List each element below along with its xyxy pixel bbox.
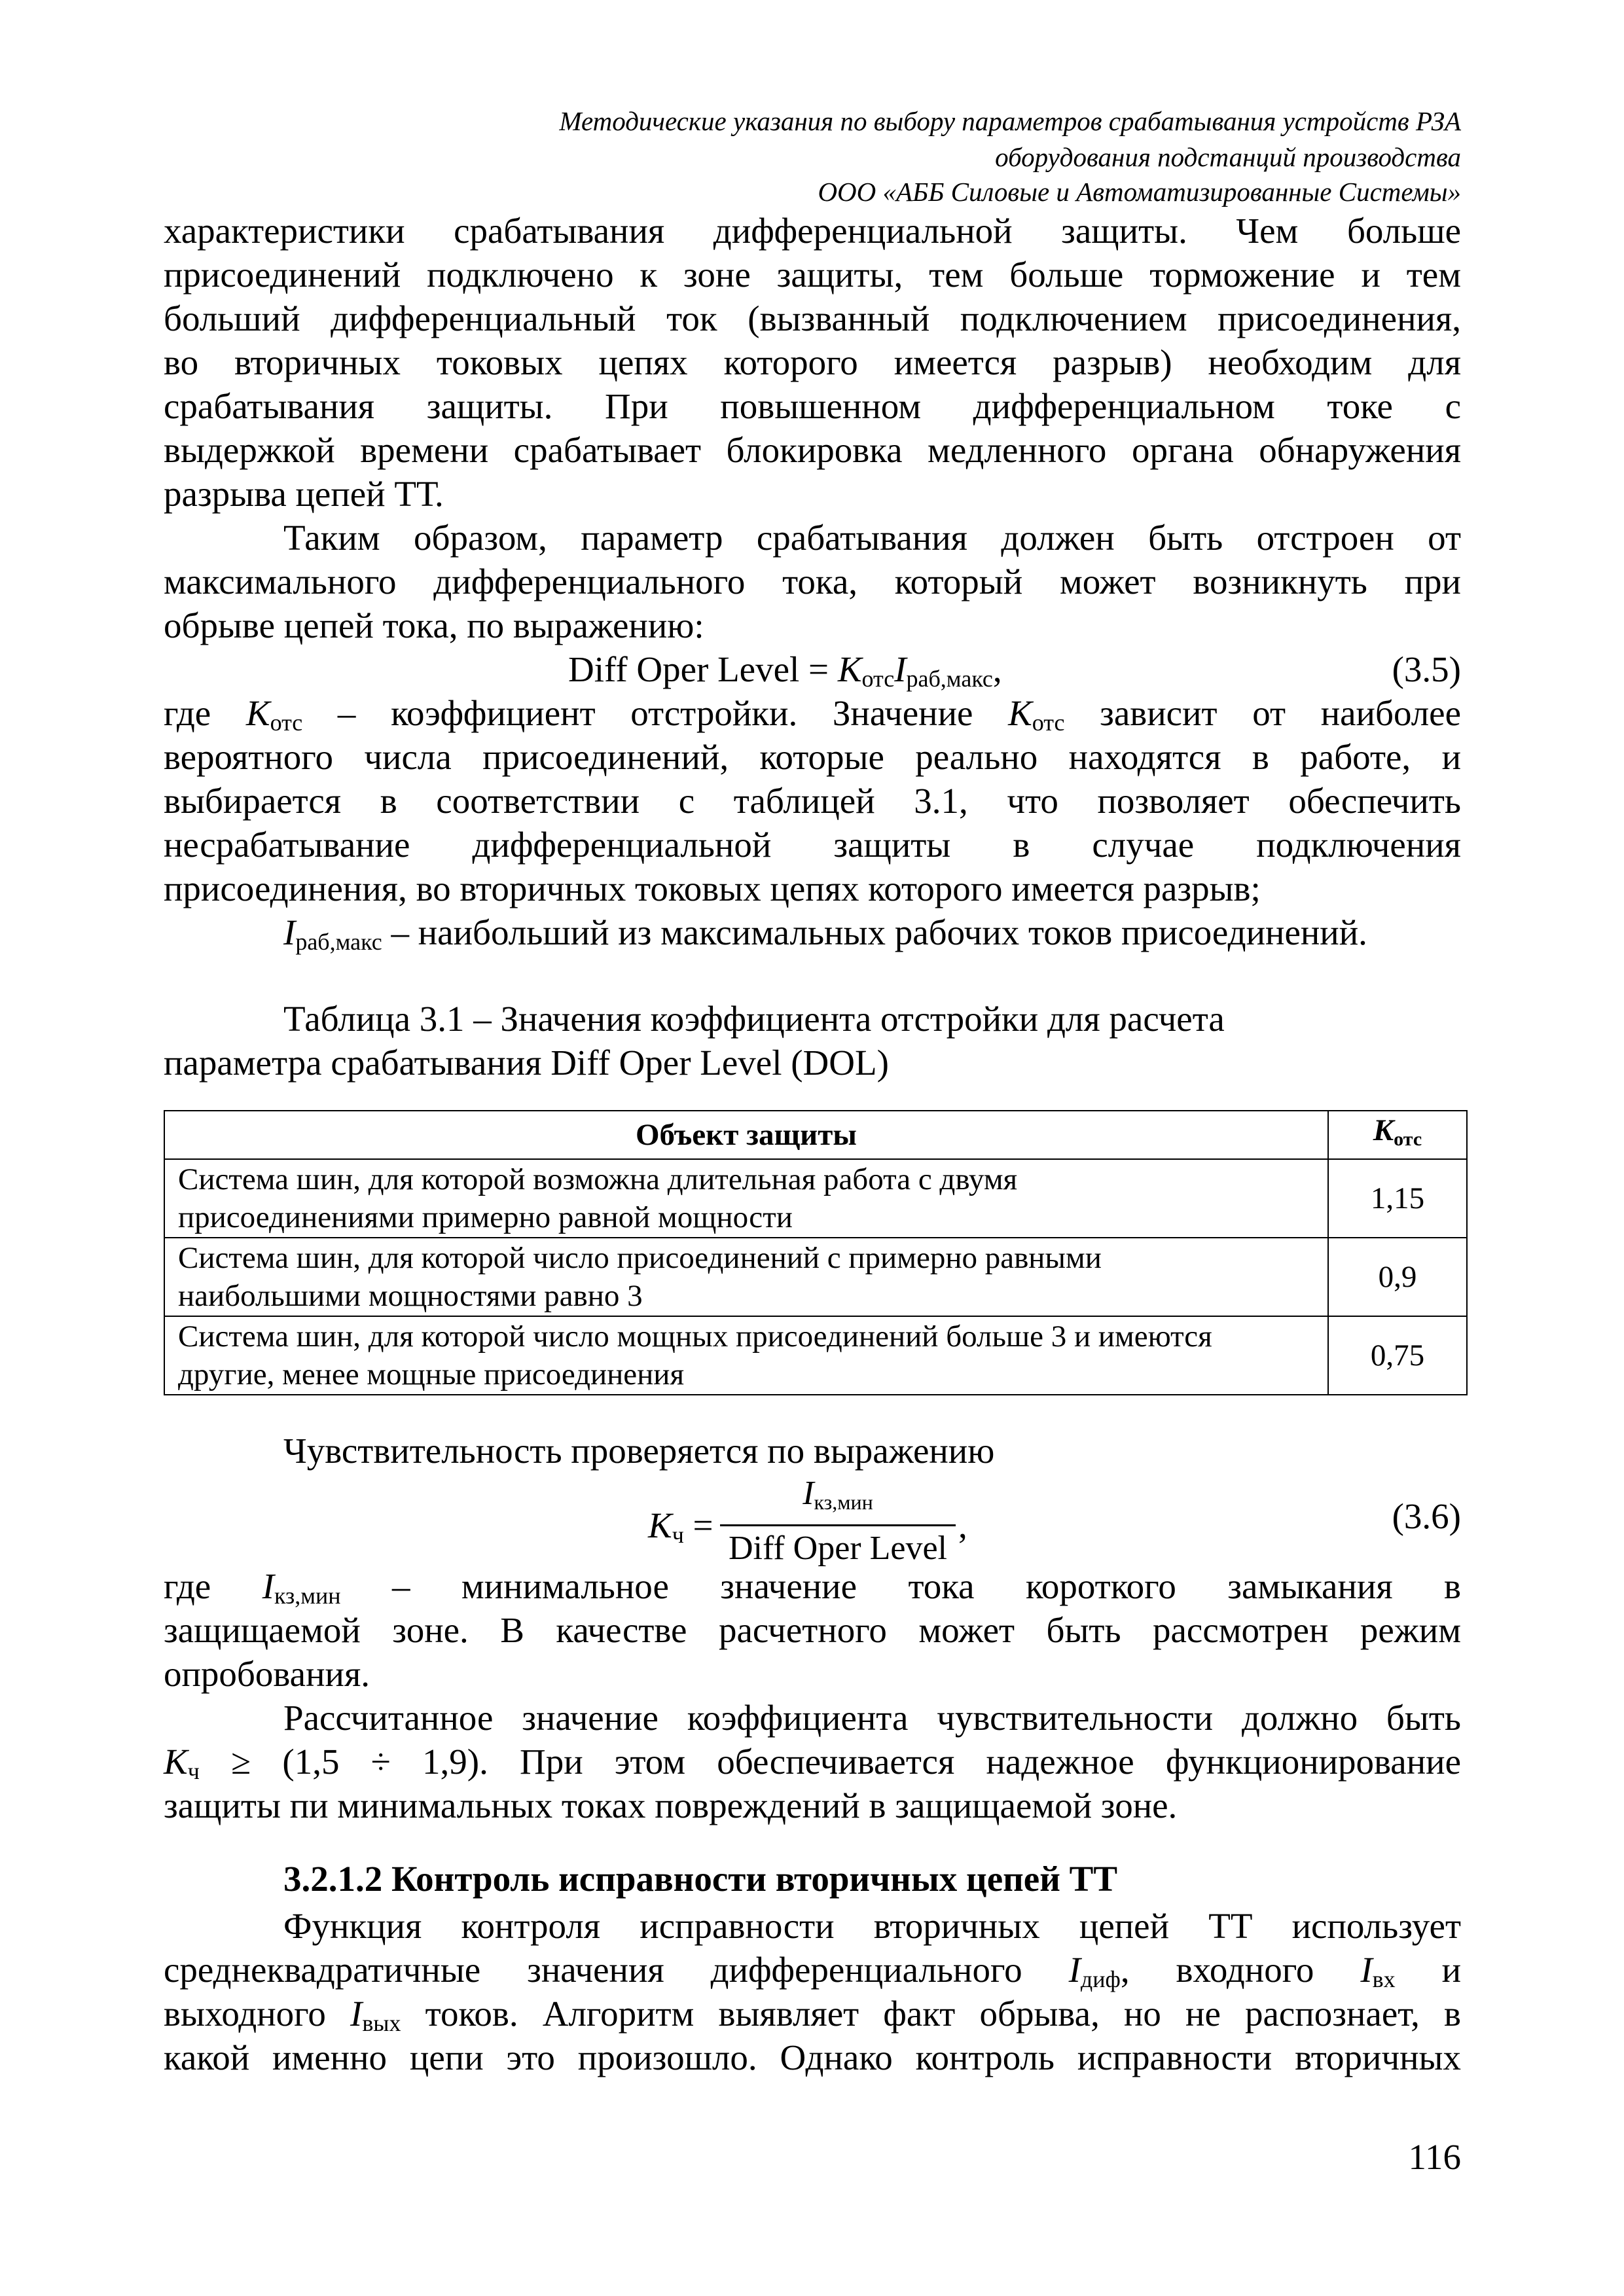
paragraph-line: присоединений подключено к зоне защиты, тем больше торможение и тем — [164, 255, 1461, 295]
fraction-numerator: $I_{кз,мин}$ — [803, 1475, 873, 1514]
definition-line: выбирается в соответствии с таблицей 3.1, что позволяет обеспечить — [164, 781, 1461, 821]
running-header-line1: Методические указания по выбору параметров срабатывания устройств РЗА — [559, 106, 1461, 136]
definition-line: где $I_{кз,мин}$ – минимальное значение тока короткого замыкания в — [164, 1566, 1462, 1609]
paragraph-line: Таким образом, параметр срабатывания должен быть отстроен от — [283, 518, 1461, 558]
fraction-denominator: Diff Oper Level — [728, 1530, 947, 1567]
page-number: 116 — [1408, 2137, 1461, 2177]
table-row — [164, 1316, 1467, 1395]
definition-line: защищаемой зоне. В качестве расчетного может быть рассмотрен режим — [164, 1610, 1461, 1650]
table-caption-line1: Таблица 3.1 – Значения коэффициента отстройки для расчета — [283, 999, 1225, 1039]
paragraph-line: выдержкой времени срабатывает блокировка медленного органа обнаружения — [164, 430, 1461, 470]
table-cell-object: Система шин, для которой число присоединений с примерно равными наибольшими мощностями равно 3 — [164, 1238, 1328, 1316]
definition-line: опробования. — [164, 1654, 370, 1694]
equation-3-6-tail: , — [958, 1505, 967, 1545]
paragraph-line: Функция контроля исправности вторичных цепей ТТ использует — [283, 1906, 1461, 1946]
section-heading: 3.2.1.2 Контроль исправности вторичных цепей ТТ — [283, 1859, 1118, 1899]
paragraph-line: обрыве цепей тока, по выражению: — [164, 605, 704, 645]
running-header-line2: оборудования подстанций производства — [995, 142, 1461, 172]
equation-3-6-number-row — [164, 1495, 1461, 1538]
table-header-object: Объект защиты — [164, 1111, 1328, 1159]
paragraph-line: $K_ч \ge (1,5 \div 1,9)$. При этом обеспечивается надежное функционирование — [164, 1742, 1461, 1784]
table-caption-line2: параметра срабатывания Diff Oper Level (DOL) — [164, 1043, 889, 1083]
table-header-row — [164, 1111, 1467, 1159]
paragraph-line: срабатывания защиты. При повышенном дифференциальном токе с — [164, 386, 1461, 426]
table-cell-k: 0,75 — [1328, 1316, 1467, 1395]
table-cell-k: 0,9 — [1328, 1238, 1467, 1316]
definition-line: несрабатывание дифференциальной защиты в случае подключения — [164, 825, 1461, 865]
paragraph-line: характеристики срабатывания дифференциальной защиты. Чем больше — [164, 211, 1461, 251]
paragraph-line: максимального дифференциального тока, который может возникнуть при — [164, 562, 1461, 601]
table-row — [164, 1159, 1467, 1238]
table-header-k: $K_{отс}$ — [1328, 1111, 1467, 1159]
paragraph-line: больший дифференциальный ток (вызванный подключением присоединения, — [164, 298, 1461, 338]
running-header-line3: ООО «АББ Силовые и Автоматизированные Системы» — [818, 177, 1461, 207]
paragraph-line: разрыва цепей ТТ. — [164, 474, 444, 514]
paragraph-line: какой именно цепи это произошло. Однако контроль исправности вторичных — [164, 2037, 1461, 2077]
table-cell-k: 1,15 — [1328, 1159, 1467, 1238]
definition-line: $I_{раб,макс}$ – наибольший из максимальных рабочих токов присоединений. — [283, 912, 1367, 955]
coefficient-table — [164, 1110, 1468, 1395]
paragraph-line: защиты пи минимальных токах повреждений в защищаемой зоне. — [164, 1785, 1178, 1825]
table-cell-object: Система шин, для которой возможна длительная работа с двумя присоединениями примерно равной мощности — [164, 1159, 1328, 1238]
definition-line: где $K_{отс}$ – коэффициент отстройки. Значение $K_{отс}$ зависит от наиболее — [164, 693, 1461, 736]
sensitivity-intro: Чувствительность проверяется по выражению — [283, 1431, 995, 1471]
equation-3-5 — [164, 648, 1461, 691]
equation-number: (3.5) — [1392, 649, 1461, 689]
table-cell-object: Система шин, для которой число мощных присоединений больше 3 и имеются другие, менее мощные присоединения — [164, 1316, 1328, 1395]
table-row — [164, 1238, 1467, 1316]
equation-3-5-body: Diff Oper Level = $K_{отс}I_{раб,макс}$, — [568, 649, 1002, 692]
paragraph-line: во вторичных токовых цепях которого имеется разрыв) необходим для — [164, 342, 1461, 382]
definition-line: присоединения, во вторичных токовых цепях которого имеется разрыв; — [164, 869, 1261, 908]
equation-3-6-lhs: $K_ч$ = — [648, 1505, 713, 1548]
definition-line: вероятного числа присоединений, которые реально находятся в работе, и — [164, 737, 1461, 777]
equation-number: (3.6) — [1392, 1496, 1461, 1536]
paragraph-line: среднеквадратичные значения дифференциального $I_{диф}$, входного $I_{вх}$ и — [164, 1950, 1462, 1992]
paragraph-line: Рассчитанное значение коэффициента чувствительности должно быть — [283, 1698, 1461, 1738]
paragraph-line: выходного $I_{вых}$ токов. Алгоритм выявляет факт обрыва, но не распознает, в — [164, 1994, 1461, 2036]
